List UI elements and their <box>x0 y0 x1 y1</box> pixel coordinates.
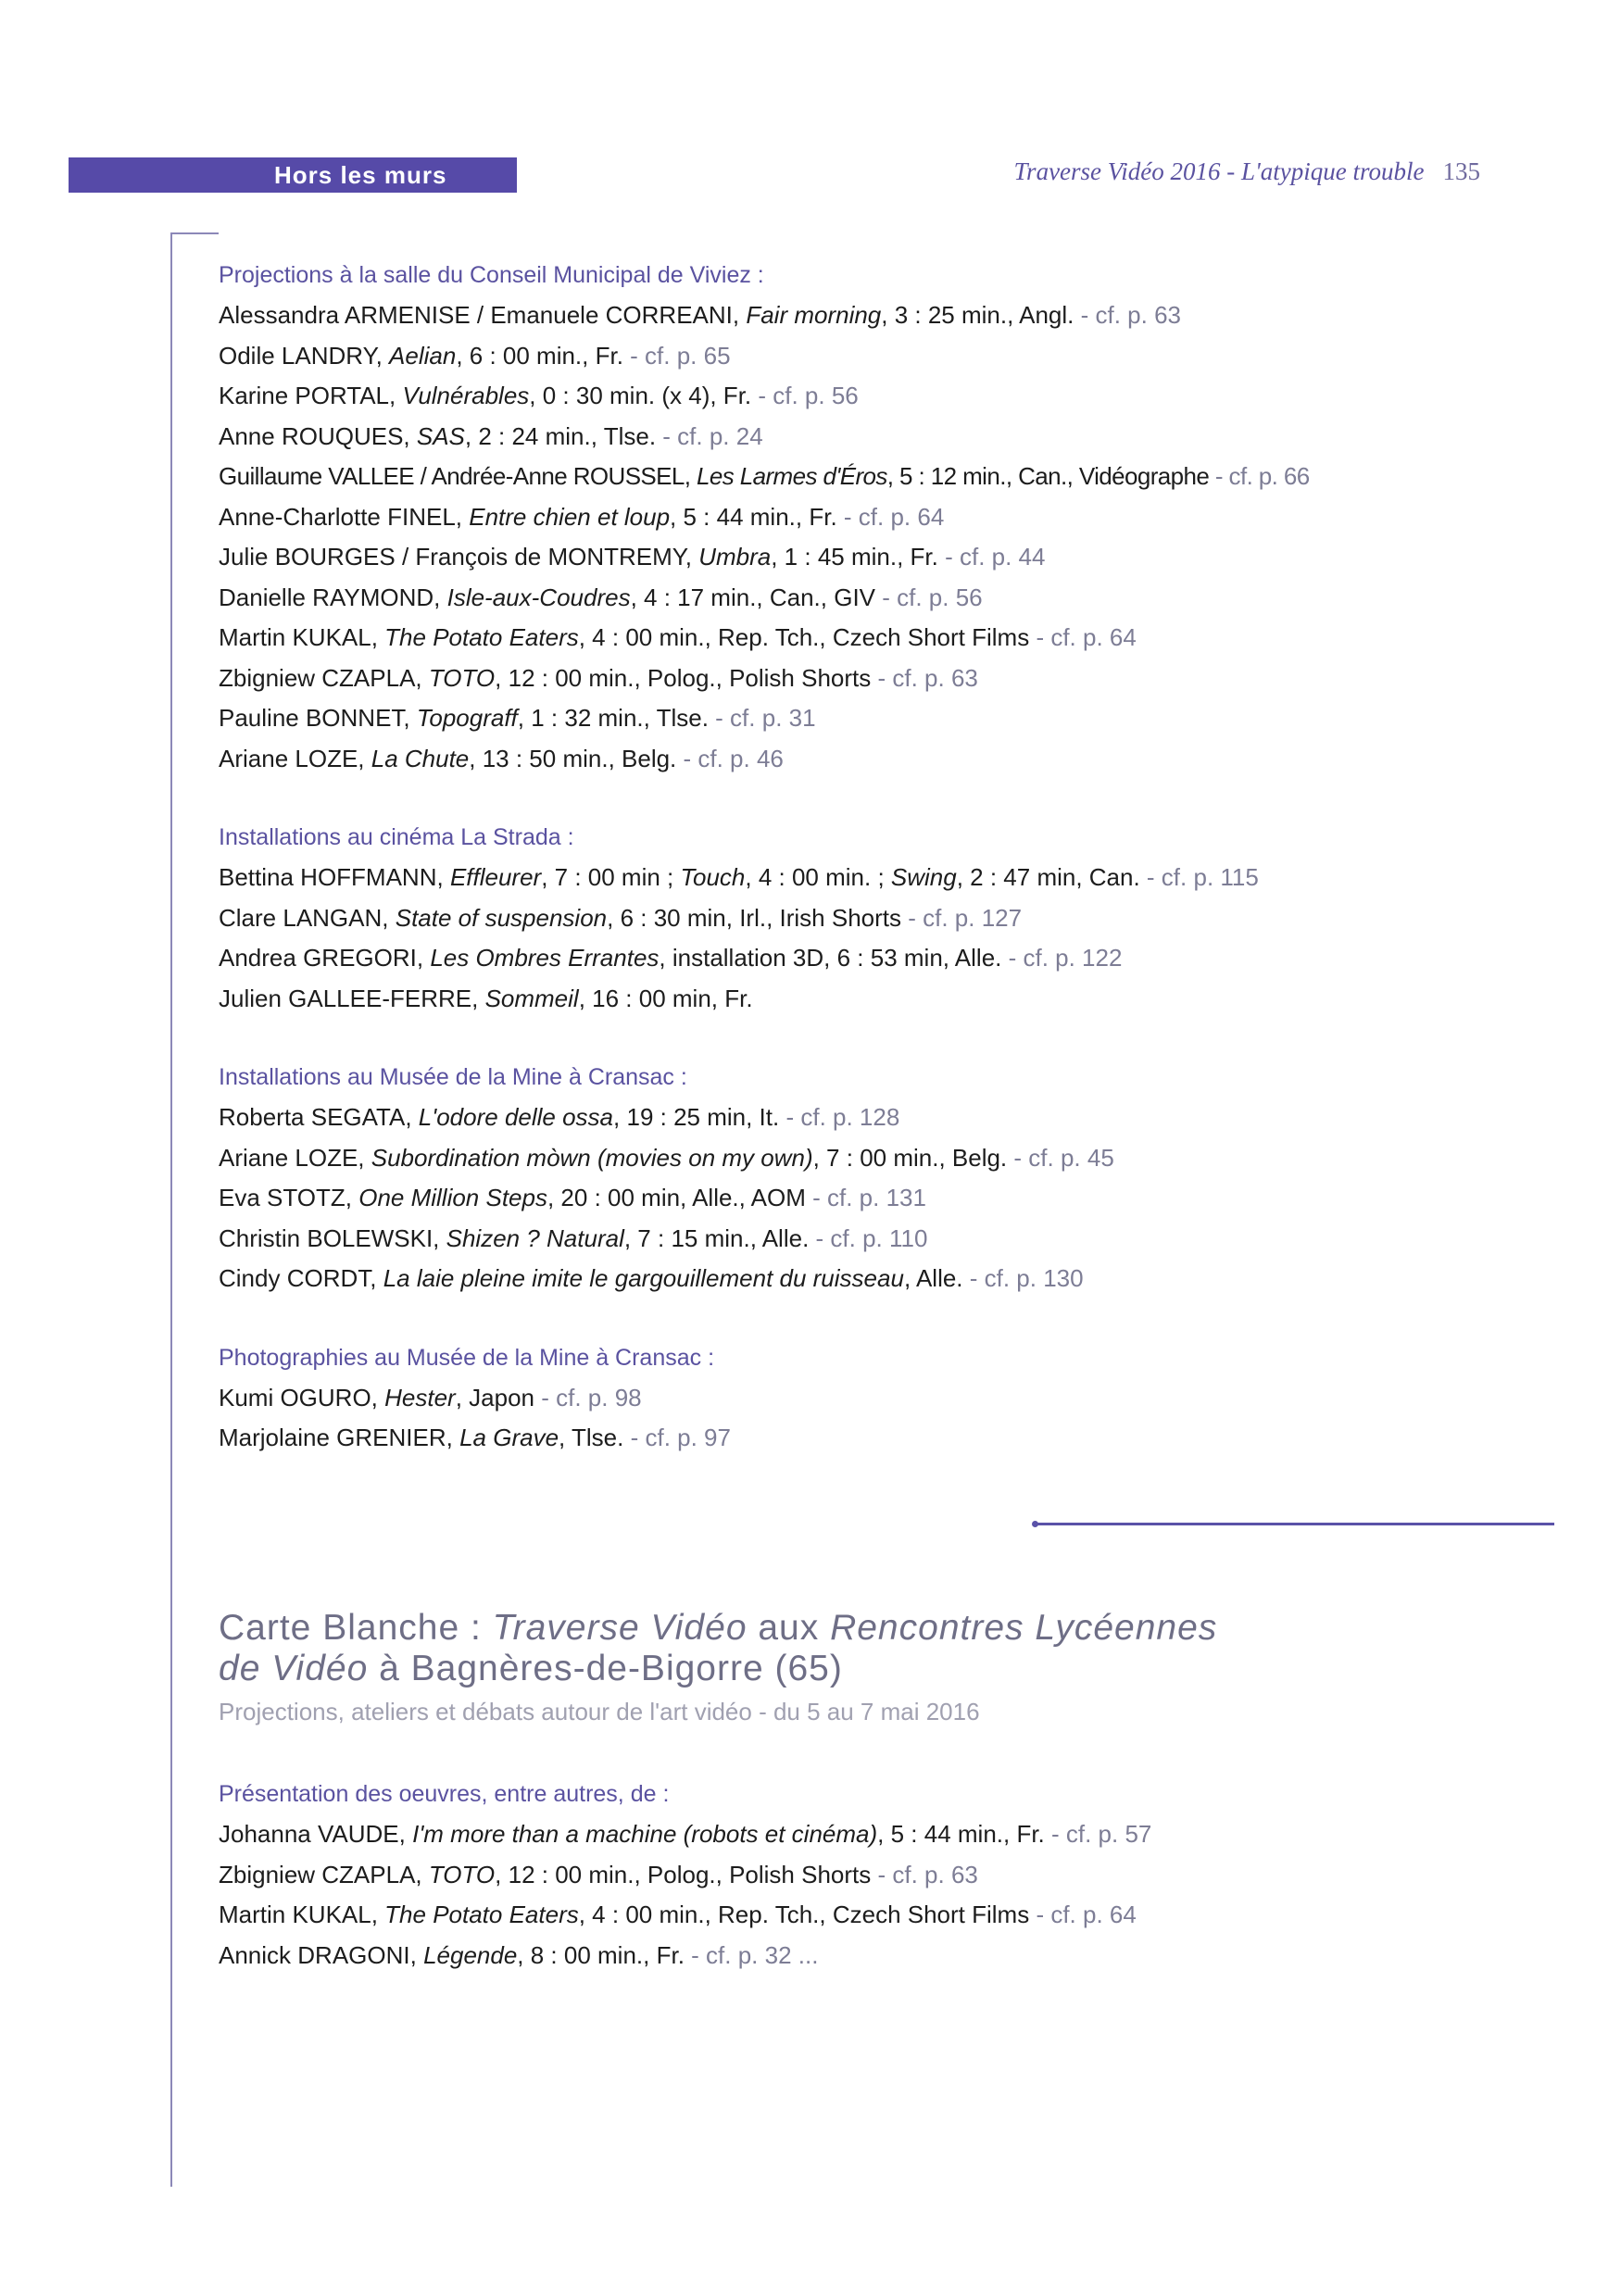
list-item: Ariane LOZE, La Chute, 13 : 50 min., Belg. - cf. p. 46 <box>219 744 784 772</box>
list-item: Marjolaine GRENIER, La Grave, Tlse. - cf. p. 97 <box>219 1424 731 1451</box>
programme-list <box>219 256 1497 1459</box>
list-item: Clare LANGAN, State of suspension, 6 : 30 min, Irl., Irish Shorts - cf. p. 127 <box>219 903 1023 932</box>
list-item: Kumi OGURO, Hester, Japon - cf. p. 98 <box>219 1383 642 1411</box>
list-item: Karine PORTAL, Vulnérables, 0 : 30 min. (x 4), Fr. - cf. p. 56 <box>219 382 859 409</box>
frame-top-rule <box>170 232 219 234</box>
list-item: Zbigniew CZAPLA, TOTO, 12 : 00 min., Polog., Polish Shorts - cf. p. 63 <box>219 1860 978 1888</box>
section-divider <box>1036 1523 1554 1525</box>
list-item: Alessandra ARMENISE / Emanuele CORREANI, Fair morning, 3 : 25 min., Angl. - cf. p. 63 <box>219 301 1181 329</box>
section-heading: Installations au cinéma La Strada : <box>219 824 574 850</box>
section-label-band <box>69 157 517 193</box>
list-item: Johanna VAUDE, I'm more than a machine (robots et cinéma), 5 : 44 min., Fr. - cf. p. 57 <box>219 1820 1152 1848</box>
list-item: Guillaume VALLEE / Andrée-Anne ROUSSEL, Les Larmes d'Éros, 5 : 12 min., Can., Vidéographe - cf. p. 66 <box>219 462 1310 490</box>
list-item: Anne ROUQUES, SAS, 2 : 24 min., Tlse. - cf. p. 24 <box>219 421 763 450</box>
list-item: Martin KUKAL, The Potato Eaters, 4 : 00 min., Rep. Tch., Czech Short Films - cf. p. 64 <box>219 623 1137 651</box>
list-item: Bettina HOFFMANN, Effleurer, 7 : 00 min ; Touch, 4 : 00 min. ; Swing, 2 : 47 min, Can. - cf. p. 115 <box>219 863 1259 891</box>
list-item: Ariane LOZE, Subordination mòwn (movies on my own), 7 : 00 min., Belg. - cf. p. 45 <box>219 1143 1114 1172</box>
list-item: Anne-Charlotte FINEL, Entre chien et loup, 5 : 44 min., Fr. - cf. p. 64 <box>219 502 945 531</box>
section-heading: Installations au Musée de la Mine à Cransac : <box>219 1064 687 1090</box>
list-item: Martin KUKAL, The Potato Eaters, 4 : 00 min., Rep. Tch., Czech Short Films - cf. p. 64 <box>219 1901 1137 1928</box>
carte-blanche-title: Carte Blanche : Traverse Vidéo aux Rencontres Lycéennes de Vidéo à Bagnères-de-Bigorre (65) <box>219 1608 1218 1688</box>
frame-left-rule <box>170 232 172 2187</box>
list-item: Cindy CORDT, La laie pleine imite le gargouillement du ruisseau, Alle. - cf. p. 130 <box>219 1264 1084 1292</box>
list-item: Roberta SEGATA, L'odore delle ossa, 19 : 25 min, It. - cf. p. 128 <box>219 1103 900 1131</box>
list-item: Julien GALLEE-FERRE, Sommeil, 16 : 00 min, Fr. <box>219 984 753 1012</box>
list-item: Danielle RAYMOND, Isle-aux-Coudres, 4 : 17 min., Can., GIV - cf. p. 56 <box>219 583 983 611</box>
list-item: Odile LANDRY, Aelian, 6 : 00 min., Fr. - cf. p. 65 <box>219 341 731 370</box>
carte-blanche-list <box>219 1775 1497 1976</box>
running-title: Traverse Vidéo 2016 - L'atypique trouble <box>1013 157 1425 185</box>
list-item: Julie BOURGES / François de MONTREMY, Umbra, 1 : 45 min., Fr. - cf. p. 44 <box>219 543 1046 571</box>
list-item: Annick DRAGONI, Légende, 8 : 00 min., Fr. - cf. p. 32 ... <box>219 1940 819 1969</box>
list-item: Eva STOTZ, One Million Steps, 20 : 00 min, Alle., AOM - cf. p. 131 <box>219 1184 926 1211</box>
carte-blanche-header <box>219 1608 1497 1728</box>
carte-blanche-subtitle: Projections, ateliers et débats autour de l'art vidéo - du 5 au 7 mai 2016 <box>219 1698 980 1725</box>
section-heading: Photographies au Musée de la Mine à Cransac : <box>219 1344 715 1371</box>
list-item: Pauline BONNET, Topograff, 1 : 32 min., Tlse. - cf. p. 31 <box>219 704 816 732</box>
section-label: Hors les murs <box>274 161 447 189</box>
page-number: 135 <box>1442 157 1480 185</box>
section-heading: Projections à la salle du Conseil Municipal de Viviez : <box>219 262 764 288</box>
running-head <box>1014 157 1480 186</box>
list-item: Christin BOLEWSKI, Shizen ? Natural, 7 : 15 min., Alle. - cf. p. 110 <box>219 1223 928 1252</box>
list-item: Andrea GREGORI, Les Ombres Errantes, installation 3D, 6 : 53 min, Alle. - cf. p. 122 <box>219 944 1123 972</box>
section-heading: Présentation des oeuvres, entre autres, de : <box>219 1781 670 1807</box>
list-item: Zbigniew CZAPLA, TOTO, 12 : 00 min., Polog., Polish Shorts - cf. p. 63 <box>219 663 978 692</box>
